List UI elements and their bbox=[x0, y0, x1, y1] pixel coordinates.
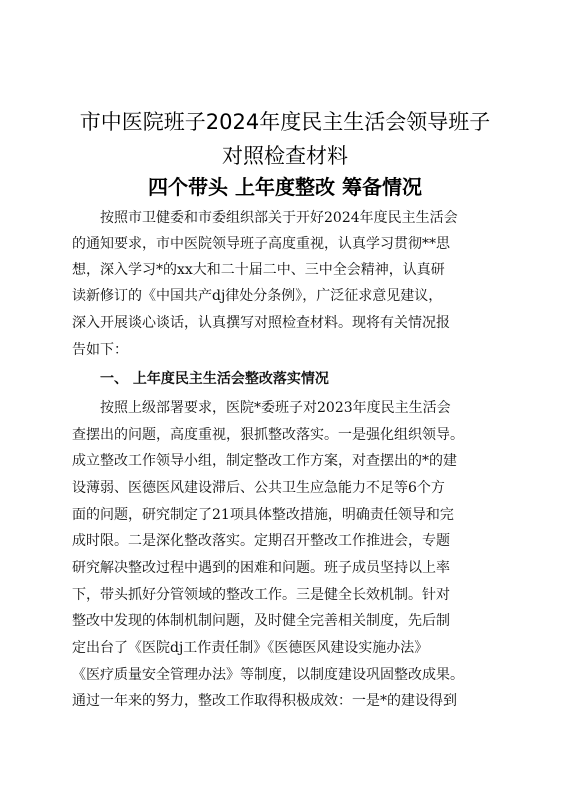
intro-line: 想，深入学习*的xx大和二十届二中、三中全会精神，认真研 bbox=[72, 262, 445, 278]
section-heading: 一、 上年度民主生活会整改落实情况 bbox=[100, 371, 329, 387]
intro-line: 按照市卫健委和市委组织部关于开好2024年度民主生活会 bbox=[100, 210, 458, 226]
body-line: 定出台了《医院dj工作责任制》《医德医风建设实施办法》 bbox=[72, 640, 429, 656]
document-title-line2: 对照检查材料 bbox=[222, 144, 348, 168]
body-line: 整改中发现的体制机制问题，及时健全完善相关制度，先后制 bbox=[72, 613, 450, 629]
body-line: 《医疗质量安全管理办法》等制度，以制度建设巩固整改成果。 bbox=[72, 667, 464, 683]
document-title: 市中医院班子2024年度民主生活会领导班子 bbox=[79, 110, 491, 134]
body-line: 通过一年来的努力，整改工作取得积极成效：一是*的建设得到 bbox=[72, 693, 457, 709]
body-line: 成时限。二是深化整改落实。定期召开整改工作推进会，专题 bbox=[72, 533, 450, 549]
body-line: 设薄弱、医德医风建设滞后、公共卫生应急能力不足等6个方 bbox=[72, 480, 445, 496]
document-subtitle: 四个带头 上年度整改 筹备情况 bbox=[148, 175, 422, 199]
intro-line: 读新修订的《中国共产dj律处分条例》，广泛征求意见建议， bbox=[72, 288, 443, 304]
body-line: 成立整改工作领导小组，制定整改工作方案，对查摆出的*的建 bbox=[72, 453, 457, 469]
body-line: 按照上级部署要求，医院*委班子对2023年度民主生活会 bbox=[100, 400, 451, 416]
body-line: 面的问题，研究制定了21项具体整改措施，明确责任领导和完 bbox=[72, 507, 454, 523]
body-line: 查摆出的问题，高度重视，狠抓整改落实。一是强化组织领导。 bbox=[72, 427, 464, 443]
intro-line: 的通知要求，市中医院领导班子高度重视，认真学习贯彻**思 bbox=[72, 236, 450, 252]
body-line: 研究解决整改过程中遇到的困难和问题。班子成员坚持以上率 bbox=[72, 560, 450, 576]
intro-line: 告如下： bbox=[72, 342, 128, 358]
body-line: 下，带头抓好分管领域的整改工作。三是健全长效机制。针对 bbox=[72, 587, 450, 603]
intro-line: 深入开展谈心谈话，认真撰写对照检查材料。现将有关情况报 bbox=[72, 315, 450, 331]
